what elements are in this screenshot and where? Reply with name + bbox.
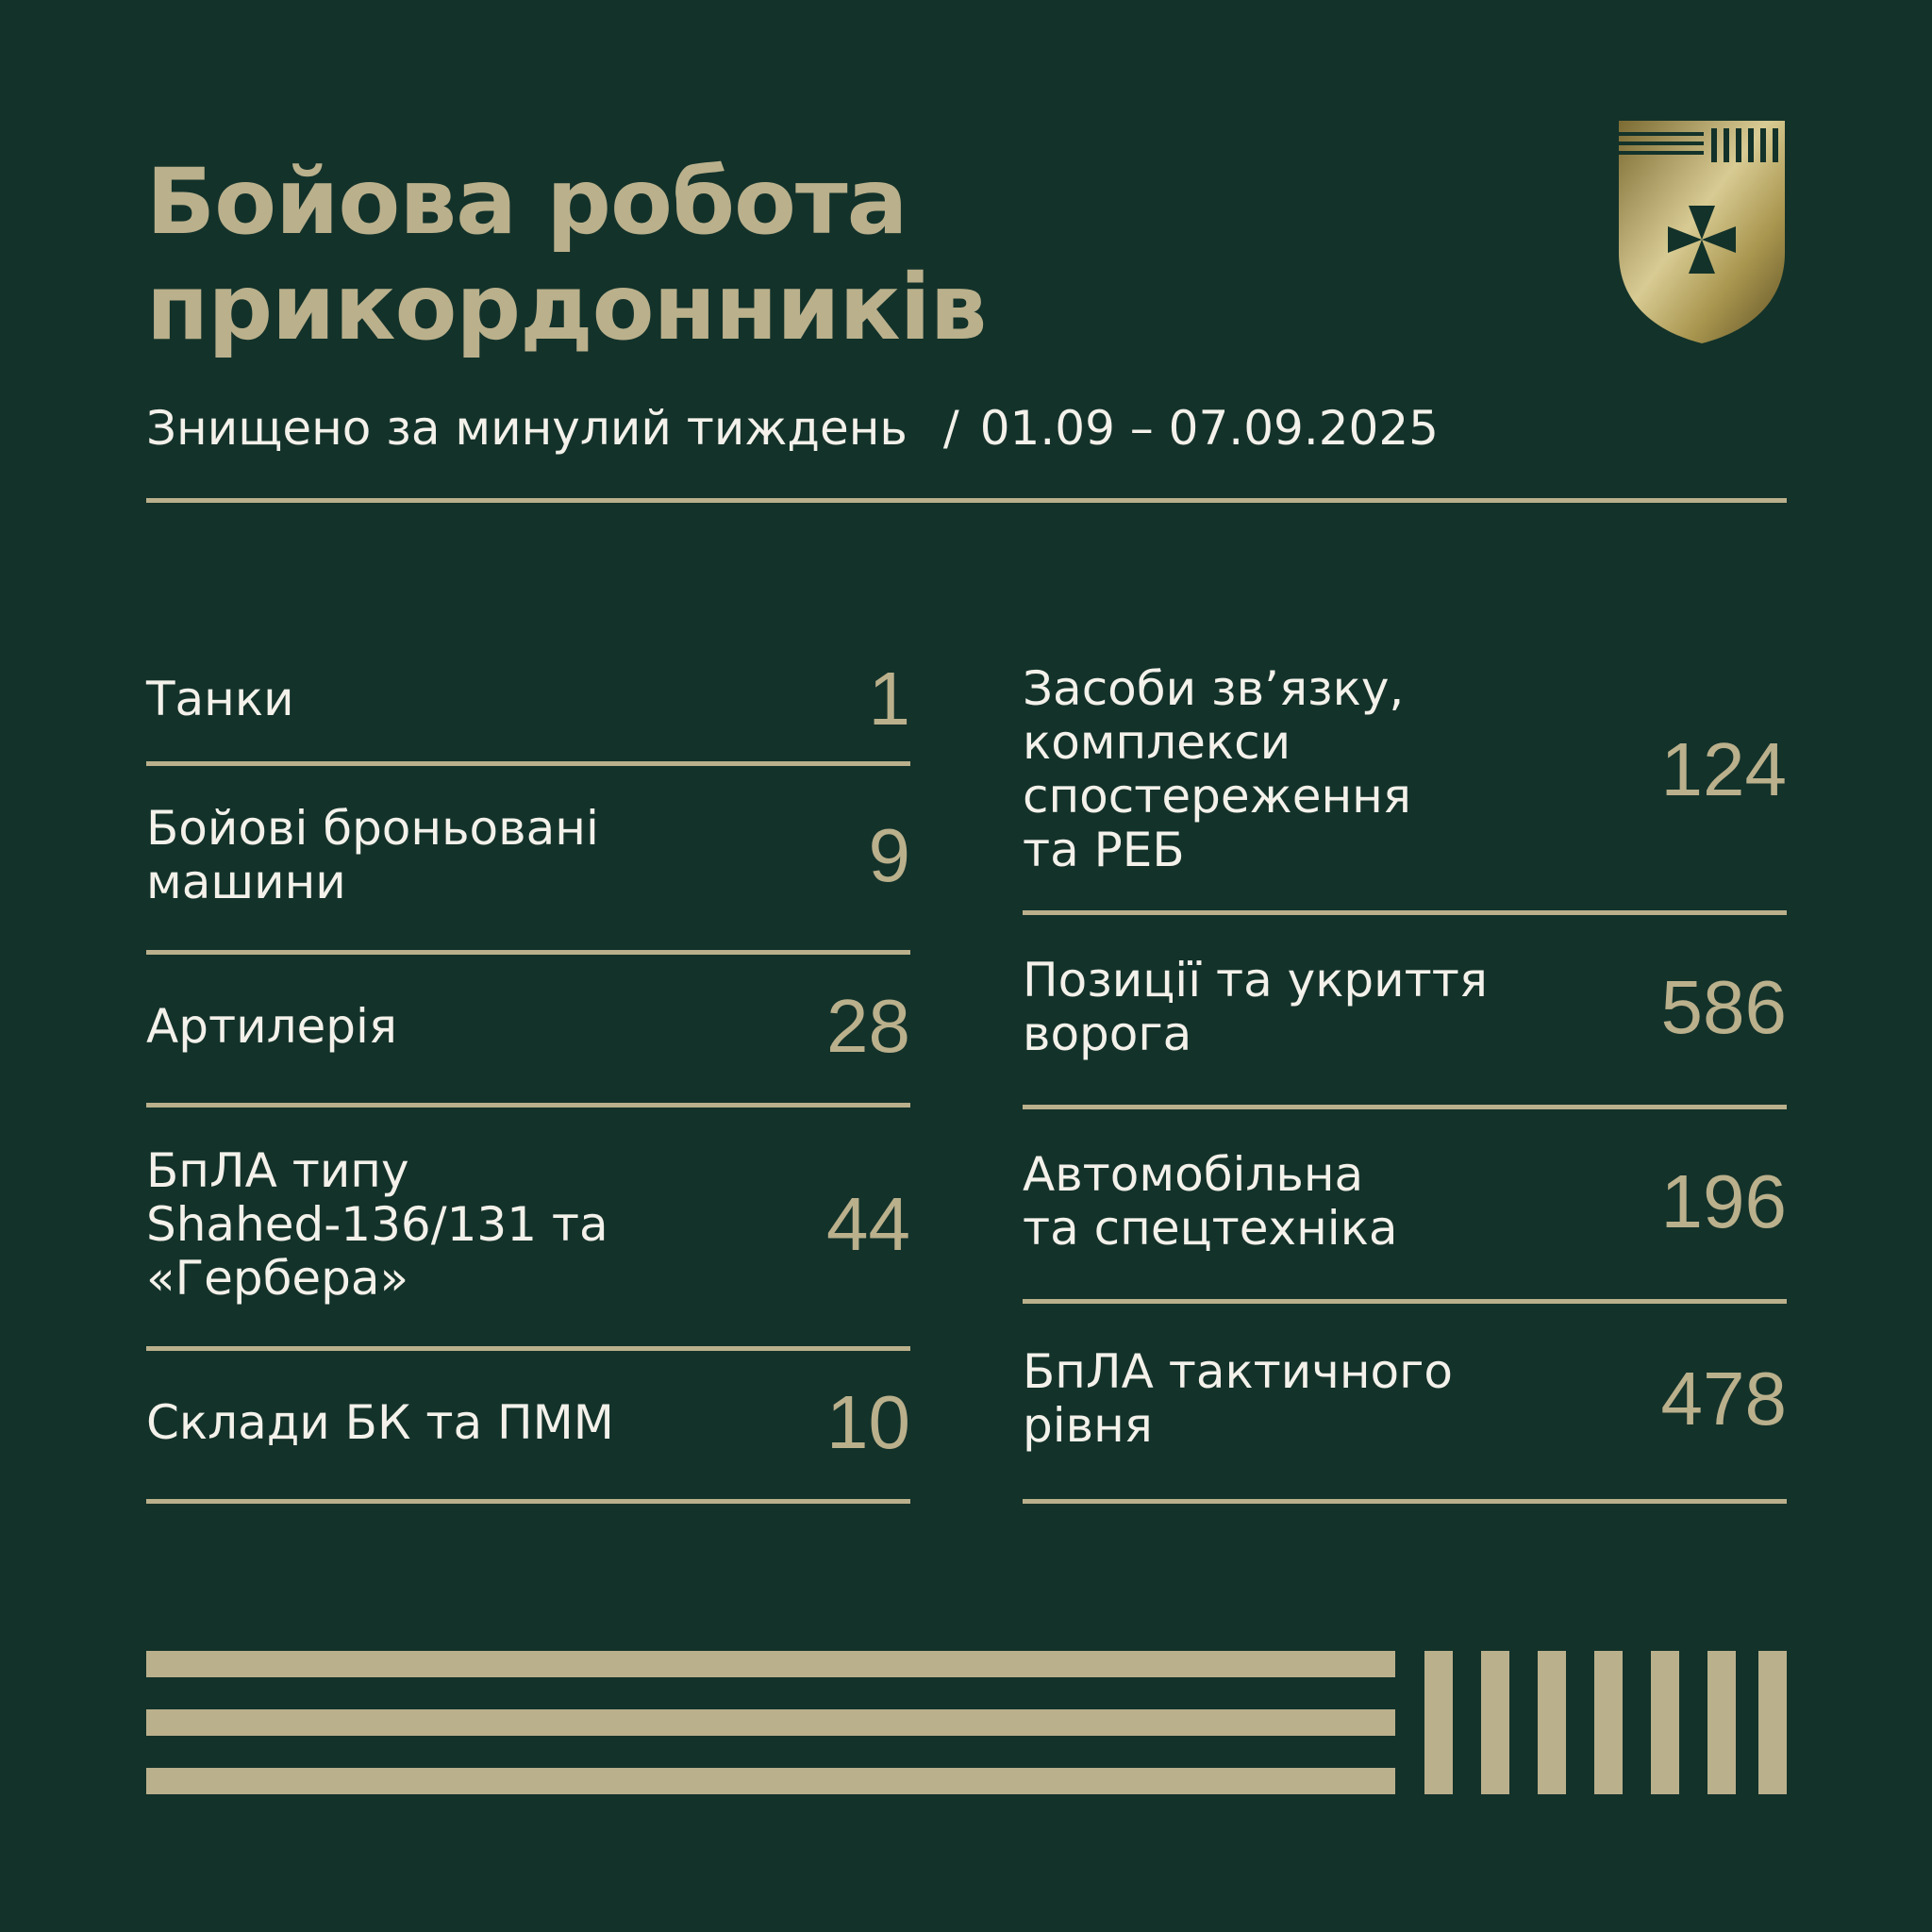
stat-row-vehicles bbox=[1023, 1109, 1787, 1304]
stat-label: Засоби зв’язку, комплекси спостереження та РЕБ bbox=[1023, 661, 1411, 877]
stat-label: Танки bbox=[146, 671, 294, 726]
border-guard-shield-cross-icon bbox=[1617, 119, 1787, 345]
stat-row-depots bbox=[146, 1351, 910, 1504]
stat-value: 1 bbox=[868, 657, 910, 741]
subtitle-main: Знищено за минулий тиждень bbox=[146, 401, 908, 456]
stat-value: 28 bbox=[826, 984, 910, 1068]
header-divider bbox=[146, 498, 1787, 503]
stat-label: БпЛА тактичного рівня bbox=[1023, 1344, 1453, 1453]
stat-label: Автомобільна та спецтехніка bbox=[1023, 1147, 1398, 1256]
stat-value: 478 bbox=[1660, 1357, 1787, 1441]
stat-label: Артилерія bbox=[146, 998, 397, 1054]
row-divider bbox=[146, 1499, 910, 1504]
subtitle-dates: 01.09 – 07.09.2025 bbox=[979, 401, 1439, 456]
subtitle-separator: / bbox=[942, 401, 959, 456]
stat-label: БпЛА типу Shahed-136/131 та «Гербера» bbox=[146, 1142, 608, 1306]
stat-row-armored-vehicles bbox=[146, 766, 910, 955]
title-line-2: прикордонників bbox=[146, 255, 987, 360]
stat-value: 9 bbox=[868, 813, 910, 897]
stat-row-tactical-drones bbox=[1023, 1304, 1787, 1504]
stat-row-tanks bbox=[146, 641, 910, 766]
decorative-stripes bbox=[146, 1651, 1787, 1794]
stat-value: 196 bbox=[1660, 1159, 1787, 1243]
title-line-1: Бойова робота bbox=[146, 149, 908, 255]
row-divider bbox=[1023, 1499, 1787, 1504]
stat-value: 10 bbox=[826, 1380, 910, 1464]
stat-value: 44 bbox=[826, 1182, 910, 1266]
stat-row-artillery bbox=[146, 955, 910, 1108]
stat-row-shahed-drones bbox=[146, 1108, 910, 1351]
stat-label: Бойові броньовані машини bbox=[146, 801, 599, 909]
stat-value: 124 bbox=[1660, 727, 1787, 811]
page-title bbox=[146, 149, 986, 360]
stat-value: 586 bbox=[1660, 965, 1787, 1049]
stat-row-comms-ew bbox=[1023, 641, 1787, 915]
stat-label: Склади БК та ПММ bbox=[146, 1394, 614, 1450]
stat-row-positions bbox=[1023, 915, 1787, 1109]
stat-label: Позиції та укриття ворога bbox=[1023, 953, 1488, 1061]
subtitle bbox=[146, 398, 1439, 458]
